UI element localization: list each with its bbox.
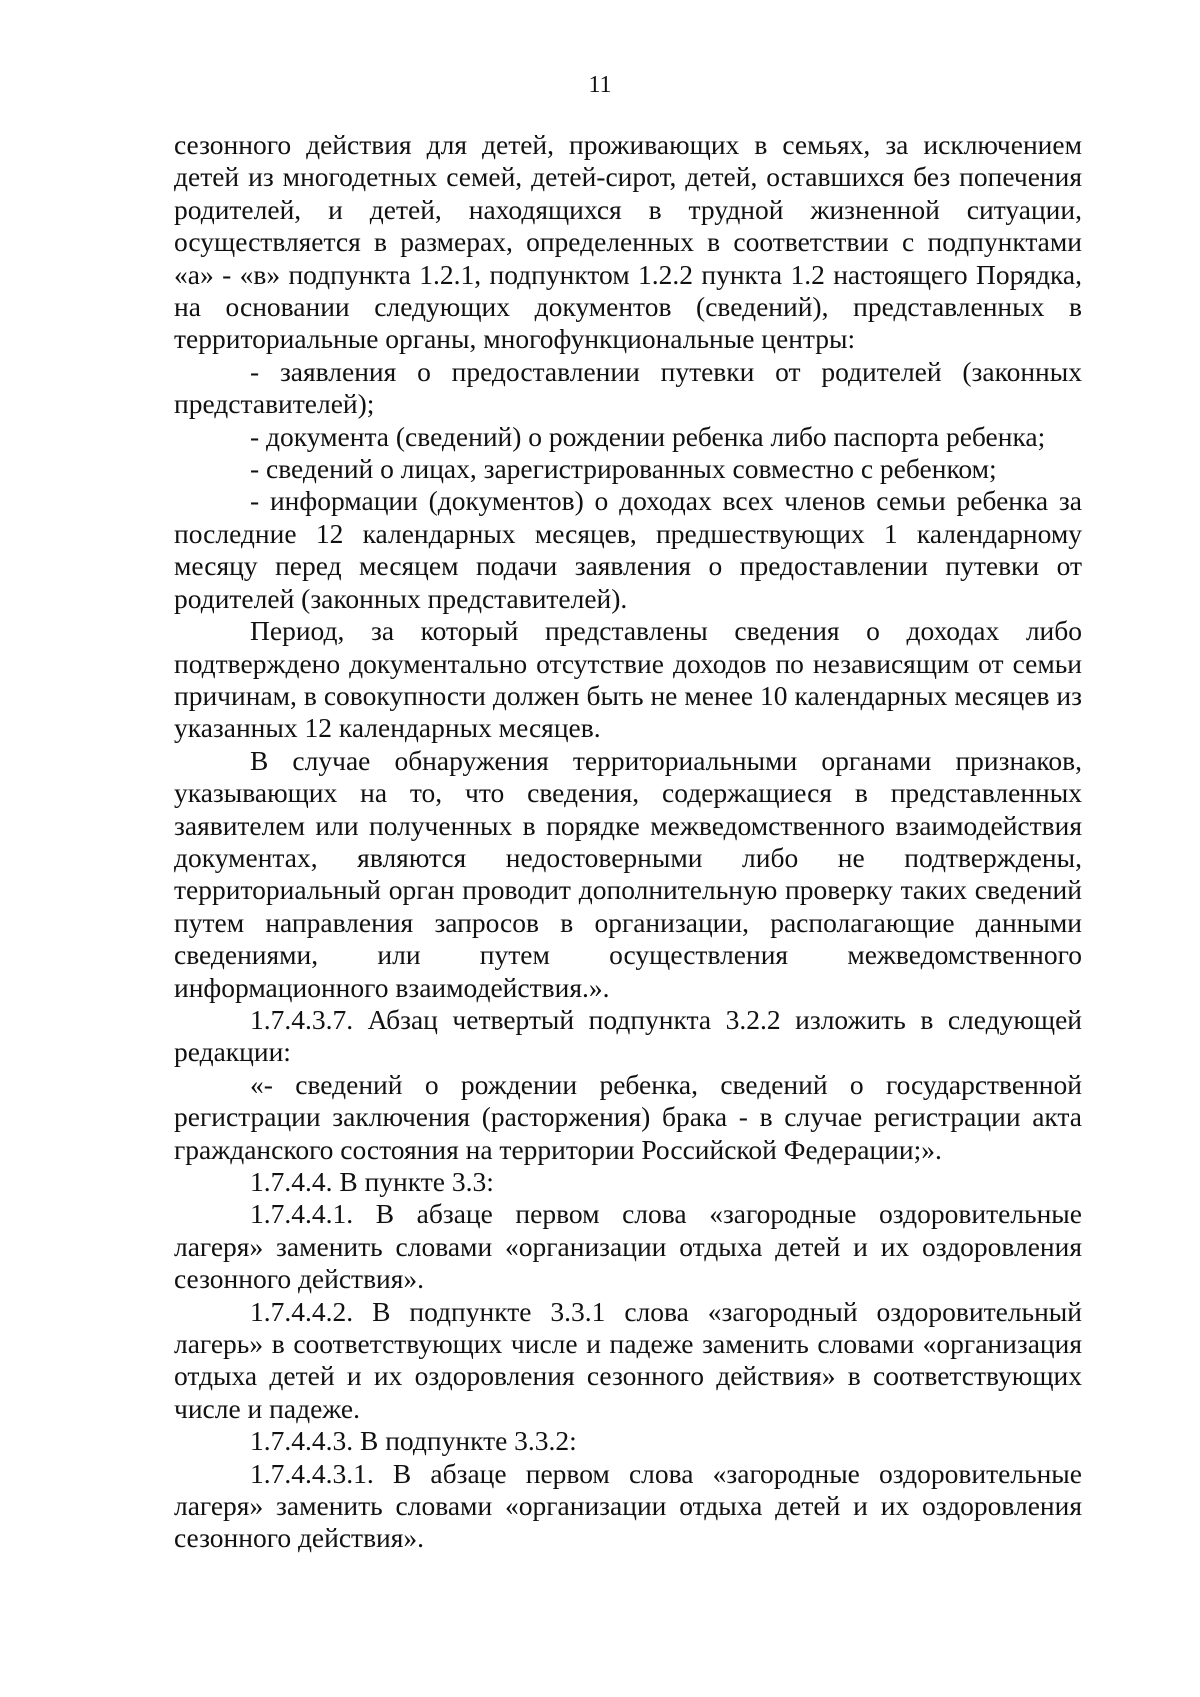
paragraph-clause-1-7-4-4-3-1: 1.7.4.4.3.1. В абзаце первом слова «загородные оздоровительные лагеря» заменить словами «организации отдыха детей и их оздоровления сезонного действия». [174,1457,1082,1554]
paragraph-list-item-application: - заявления о предоставлении путевки от родителей (законных представителей); [174,355,1082,420]
paragraph-clause-1-7-4-4: 1.7.4.4. В пункте 3.3: [250,1166,494,1197]
paragraph-income-period: Период, за который представлены сведения о доходах либо подтверждено документально отсутствие доходов по независящим от семьи причинам, в совокупности должен быть не менее 10 календарных месяцев из указанных 12 календарных месяцев. [174,615,1082,744]
paragraph-clause-1-7-4-4-2: 1.7.4.4.2. В подпункте 3.3.1 слова «загородный оздоровительный лагерь» в соответствующих числе и падеже заменить словами «организация отдыха детей и их оздоровления сезонного действия» в соответствующих числе и падеже. [174,1295,1082,1424]
paragraph-verification: В случае обнаружения территориальными органами признаков, указывающих на то, что сведения, содержащиеся в представленных заявителем или полученных в порядке межведомственного взаимодействия документах, являются недостоверными либо не подтверждены, территориальный орган проводит дополнительную проверку таких сведений путем направления запросов в организации, располагающие данными сведениями, или путем осуществления межведомственного информационного взаимодействия.». [174,744,1082,1003]
paragraph-list-item-income-info: - информации (документов) о доходах всех членов семьи ребенка за последние 12 календарных месяцев, предшествующих 1 календарному месяцу перед месяцем подачи заявления о предоставлении путевки от родителей (законных представителей). [174,485,1082,614]
paragraph-clause-1-7-4-3-7: 1.7.4.3.7. Абзац четвертый подпункта 3.2.2 изложить в следующей редакции: [174,1003,1082,1068]
page-number: 11 [588,72,612,98]
paragraph-list-item-birth-document: - документа (сведений) о рождении ребенка либо паспорта ребенка; [250,420,1046,452]
paragraph-list-item-registered-persons: - сведений о лицах, зарегистрированных совместно с ребенком; [250,453,997,485]
paragraph-clause-1-7-4-4-3: 1.7.4.4.3. В подпункте 3.3.2: [250,1425,577,1457]
document-body [174,129,1082,1555]
paragraph-quoted-edition: «- сведений о рождении ребенка, сведений о государственной регистрации заключения (расторжения) брака - в случае регистрации акта гражданского состояния на территории Российской Федерации;». [174,1068,1082,1165]
paragraph-clause-1-7-4-4-1: 1.7.4.4.1. В абзаце первом слова «загородные оздоровительные лагеря» заменить словами «организации отдыха детей и их оздоровления сезонного действия». [174,1198,1082,1295]
paragraph-continuation: сезонного действия для детей, проживающих в семьях, за исключением детей из многодетных семей, детей-сирот, детей, оставшихся без попечения родителей, и детей, находящихся в трудной жизненной ситуации, осуществляется в размерах, определенных в соответствии с подпунктами «а» - «в» подпункта 1.2.1, подпунктом 1.2.2 пункта 1.2 настоящего Порядка, на основании следующих документов (сведений), представленных в территориальные органы, многофункциональные центры: [174,129,1082,355]
